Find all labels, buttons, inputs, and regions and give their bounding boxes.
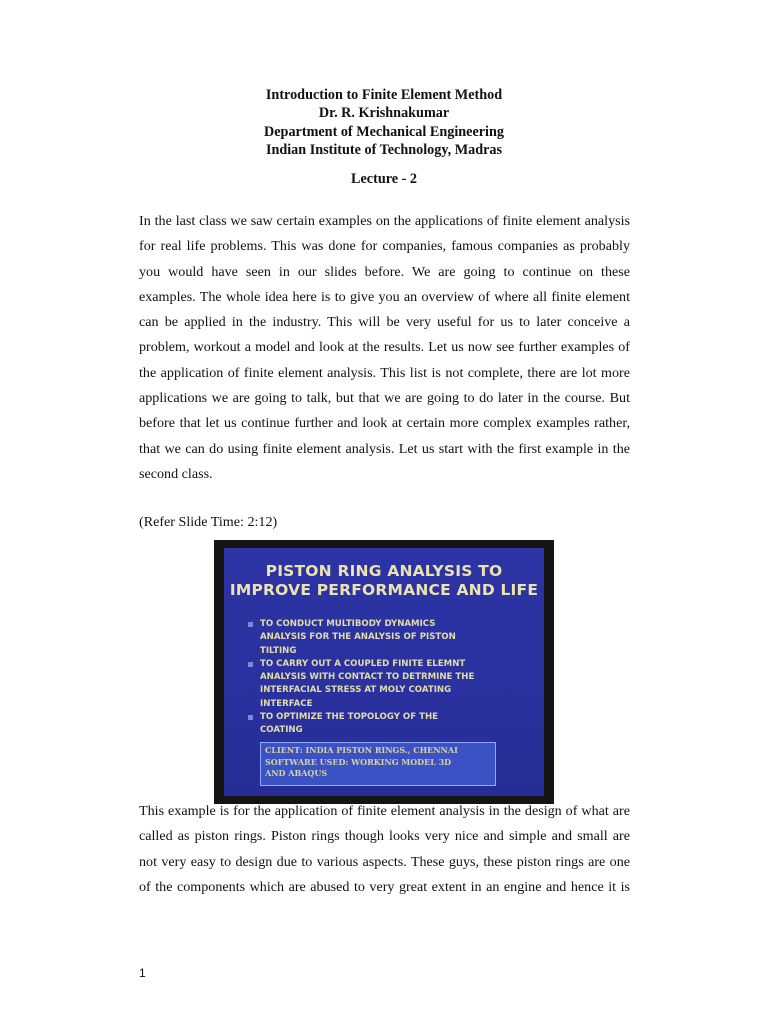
slide-title-line: PISTON RING ANALYSIS TO	[265, 562, 503, 580]
bullet-line: COATING	[260, 725, 303, 736]
text-line: examples. The whole idea here is to give you an overview of where all finite element	[139, 288, 630, 305]
text-line: This example is for the application of finite element analysis in the design of what are	[139, 803, 630, 819]
slide-bullet	[260, 711, 540, 738]
text-line: problem, workout a model and look at the results. Let us now see further examples of	[139, 339, 630, 356]
course-title: Introduction to Finite Element Method	[265, 87, 503, 103]
text-line: before that let us continue further and look at certain more complex examples rather,	[139, 415, 630, 432]
bullet-line: INTERFACE	[260, 698, 313, 709]
slide-bullet	[260, 658, 540, 711]
institute-name: Indian Institute of Technology, Madras	[265, 141, 503, 158]
text-line: not very easy to design due to various aspects. These guys, these piston rings are one	[139, 853, 630, 870]
bullet-line: TO CONDUCT MULTIBODY DYNAMICS	[260, 619, 436, 629]
text-line: of the components which are abused to very great extent in an engine and hence it is	[139, 878, 630, 895]
paragraph-intro	[139, 209, 630, 487]
author-name: Dr. R. Krishnakumar	[318, 105, 450, 122]
paragraph-piston-rings	[139, 799, 630, 900]
slide-bullet-list	[260, 618, 540, 738]
slide-title	[224, 562, 544, 600]
client-line: AND ABAQUS	[265, 768, 328, 778]
bullet-line: ANALYSIS WITH CONTACT TO DETRMINE THE	[260, 672, 475, 683]
bullet-line: TO CARRY OUT A COUPLED FINITE ELEMNT	[260, 658, 466, 669]
page-number: 1	[139, 966, 146, 980]
slide-image	[214, 540, 554, 804]
text-line: second class.	[139, 465, 213, 482]
lecture-number: Lecture - 2	[351, 171, 417, 187]
text-line: In the last class we saw certain examples on the applications of finite element analysis	[139, 213, 630, 229]
slide-client-box	[260, 742, 496, 786]
text-line: the application of finite element analysis. This list is not complete, there are lot more	[139, 364, 630, 381]
text-line: called as piston rings. Piston rings though looks very nice and simple and small are	[139, 828, 630, 845]
document-header	[0, 86, 768, 159]
slide-bullet	[260, 618, 540, 658]
text-line: for real life problems. This was done for companies, famous companies as probably	[139, 238, 630, 255]
text-line: you would have seen in our slides before. We are going to continue on these	[139, 263, 630, 280]
bullet-line: TILTING	[260, 645, 297, 656]
bullet-line: ANALYSIS FOR THE ANALYSIS OF PISTON	[260, 632, 456, 643]
slide-title-line: IMPROVE PERFORMANCE AND LIFE	[229, 581, 539, 599]
text-line: applications we are going to talk, but that we are going to do later in the course. But	[139, 390, 630, 407]
client-line: SOFTWARE USED: WORKING MODEL 3D	[265, 756, 452, 767]
client-line: CLIENT: INDIA PISTON RINGS., CHENNAI	[265, 745, 458, 755]
text-line: that we can do using finite element analysis. Let us start with the first example in the	[139, 440, 630, 457]
slide-content	[224, 548, 544, 796]
text-line: can be applied in the industry. This will be very useful for us to later conceive a	[139, 314, 630, 331]
department-name: Department of Mechanical Engineering	[264, 123, 504, 140]
bullet-line: INTERFACIAL STRESS AT MOLY COATING	[260, 685, 452, 696]
refer-slide-time: (Refer Slide Time: 2:12)	[139, 514, 278, 530]
bullet-line: TO OPTIMIZE THE TOPOLOGY OF THE	[260, 712, 439, 723]
